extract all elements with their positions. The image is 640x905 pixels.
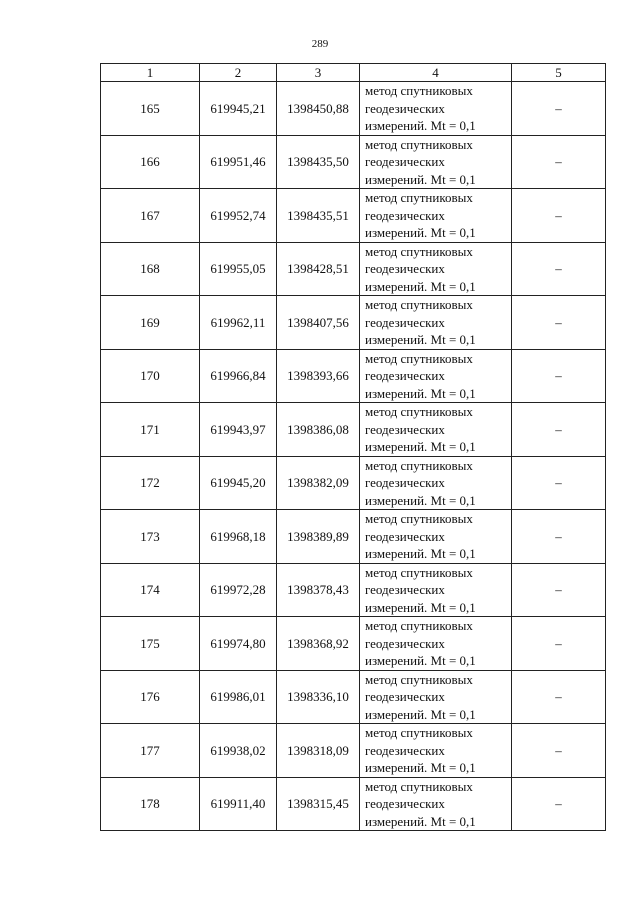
point-number-cell: 177 [101,724,200,778]
coord-x-cell: 619986,01 [200,670,277,724]
method-text-line: метод спутниковых [365,136,473,152]
coord-x-cell: 619972,28 [200,563,277,617]
coord-x-cell: 619945,20 [200,456,277,510]
header-col-1: 1 [101,64,200,82]
table-row [101,456,606,510]
method-text-line: измерений. Mt = 0,1 [365,225,476,240]
coord-x-cell: 619962,11 [200,296,277,350]
method-text-line: измерений. Mt = 0,1 [365,706,476,722]
method-text-line: метод спутниковых [365,457,473,473]
method-text-line: геодезических [365,314,445,330]
method-text-line: метод спутниковых [365,297,473,312]
method-text-line: метод спутниковых [365,243,473,259]
point-number-cell: 168 [101,242,200,296]
page-number: 289 [311,38,329,50]
coord-y-cell: 1398336,10 [277,670,360,724]
coord-y-cell: 1398393,66 [277,349,360,403]
header-col-3: 3 [277,64,360,82]
coord-y-cell: 1398378,43 [277,563,360,617]
method-text-line: метод спутниковых [365,564,473,580]
coord-x-cell: 619966,84 [200,349,277,403]
method-text-line: измерений. Mt = 0,1 [365,653,476,668]
point-number-cell: 174 [101,563,200,617]
point-number-cell: 166 [101,135,200,189]
note-cell: – [512,563,606,617]
coord-y-cell: 1398450,88 [277,82,360,136]
note-cell: – [512,189,606,243]
method-text-line: метод спутниковых [365,725,473,740]
coord-y-cell: 1398435,51 [277,189,360,243]
point-number-cell: 176 [101,670,200,724]
method-text-line: геодезических [365,154,445,169]
table-row [101,403,606,457]
point-number-cell: 167 [101,189,200,243]
header-row [101,64,606,82]
method-text-line: геодезических [365,261,445,276]
method-text-line: измерений. Mt = 0,1 [365,118,476,133]
method-text-line: геодезических [365,742,445,758]
method-text-line: метод спутниковых [365,83,473,98]
method-text-line: измерений. Mt = 0,1 [365,385,476,401]
point-number-cell: 178 [101,777,200,831]
table-row [101,724,606,778]
method-cell [360,724,512,778]
method-text-line: геодезических [365,796,445,811]
point-number-cell: 173 [101,510,200,564]
note-cell: – [512,777,606,831]
coord-y-cell: 1398389,89 [277,510,360,564]
table-header [101,64,606,82]
table-row [101,82,606,136]
header-col-4: 4 [360,64,512,82]
method-text-line: метод спутниковых [365,190,473,205]
coord-x-cell: 619968,18 [200,510,277,564]
note-cell: – [512,349,606,403]
method-text-line: метод спутниковых [365,511,473,526]
point-number-cell: 171 [101,403,200,457]
table-row [101,563,606,617]
method-text-line: геодезических [365,528,445,544]
table-row [101,777,606,831]
note-cell: – [512,135,606,189]
table-body [101,82,606,831]
coord-x-cell: 619945,21 [200,82,277,136]
note-cell: – [512,724,606,778]
method-text-line: метод спутниковых [365,350,473,366]
coord-x-cell: 619938,02 [200,724,277,778]
method-text-line: измерений. Mt = 0,1 [365,492,476,508]
method-text-line: измерений. Mt = 0,1 [365,439,476,454]
method-cell [360,670,512,724]
coord-x-cell: 619943,97 [200,403,277,457]
method-text-line: геодезических [365,207,445,223]
method-text-line: измерений. Mt = 0,1 [365,813,476,829]
table-row [101,296,606,350]
note-cell: – [512,82,606,136]
method-cell [360,617,512,671]
table-row [101,349,606,403]
method-text-line: геодезических [365,368,445,383]
table-row [101,189,606,243]
note-cell: – [512,296,606,350]
coord-y-cell: 1398368,92 [277,617,360,671]
note-cell: – [512,456,606,510]
point-number-cell: 175 [101,617,200,671]
header-col-5: 5 [512,64,606,82]
coord-y-cell: 1398382,09 [277,456,360,510]
method-cell [360,777,512,831]
method-text-line: геодезических [365,100,445,116]
coord-x-cell: 619951,46 [200,135,277,189]
note-cell: – [512,617,606,671]
note-cell: – [512,242,606,296]
coord-x-cell: 619974,80 [200,617,277,671]
method-cell [360,242,512,296]
point-number-cell: 170 [101,349,200,403]
method-text-line: измерений. Mt = 0,1 [365,546,476,561]
method-text-line: геодезических [365,689,445,704]
note-cell: – [512,403,606,457]
method-cell [360,296,512,350]
method-text-line: измерений. Mt = 0,1 [365,332,476,347]
coord-y-cell: 1398435,50 [277,135,360,189]
method-cell [360,349,512,403]
coord-y-cell: 1398315,45 [277,777,360,831]
point-number-cell: 172 [101,456,200,510]
method-text-line: метод спутниковых [365,671,473,687]
coord-y-cell: 1398318,09 [277,724,360,778]
method-cell [360,456,512,510]
method-cell [360,189,512,243]
method-text-line: геодезических [365,635,445,651]
coord-y-cell: 1398428,51 [277,242,360,296]
method-text-line: измерений. Mt = 0,1 [365,171,476,187]
method-cell [360,510,512,564]
table-row [101,617,606,671]
coord-y-cell: 1398386,08 [277,403,360,457]
method-cell [360,135,512,189]
coordinates-table [100,63,606,831]
method-text-line: измерений. Mt = 0,1 [365,760,476,775]
table-row [101,510,606,564]
method-text-line: метод спутниковых [365,404,473,419]
coord-x-cell: 619911,40 [200,777,277,831]
table-row [101,135,606,189]
coord-x-cell: 619952,74 [200,189,277,243]
method-text-line: метод спутниковых [365,778,473,794]
method-text-line: геодезических [365,582,445,597]
method-text-line: геодезических [365,475,445,490]
coord-y-cell: 1398407,56 [277,296,360,350]
method-text-line: измерений. Mt = 0,1 [365,278,476,294]
note-cell: – [512,510,606,564]
point-number-cell: 165 [101,82,200,136]
table-row [101,242,606,296]
method-cell [360,82,512,136]
table-row [101,670,606,724]
method-text-line: метод спутниковых [365,618,473,633]
method-cell [360,563,512,617]
method-cell [360,403,512,457]
header-col-2: 2 [200,64,277,82]
coord-x-cell: 619955,05 [200,242,277,296]
note-cell: – [512,670,606,724]
point-number-cell: 169 [101,296,200,350]
method-text-line: геодезических [365,421,445,437]
method-text-line: измерений. Mt = 0,1 [365,599,476,615]
